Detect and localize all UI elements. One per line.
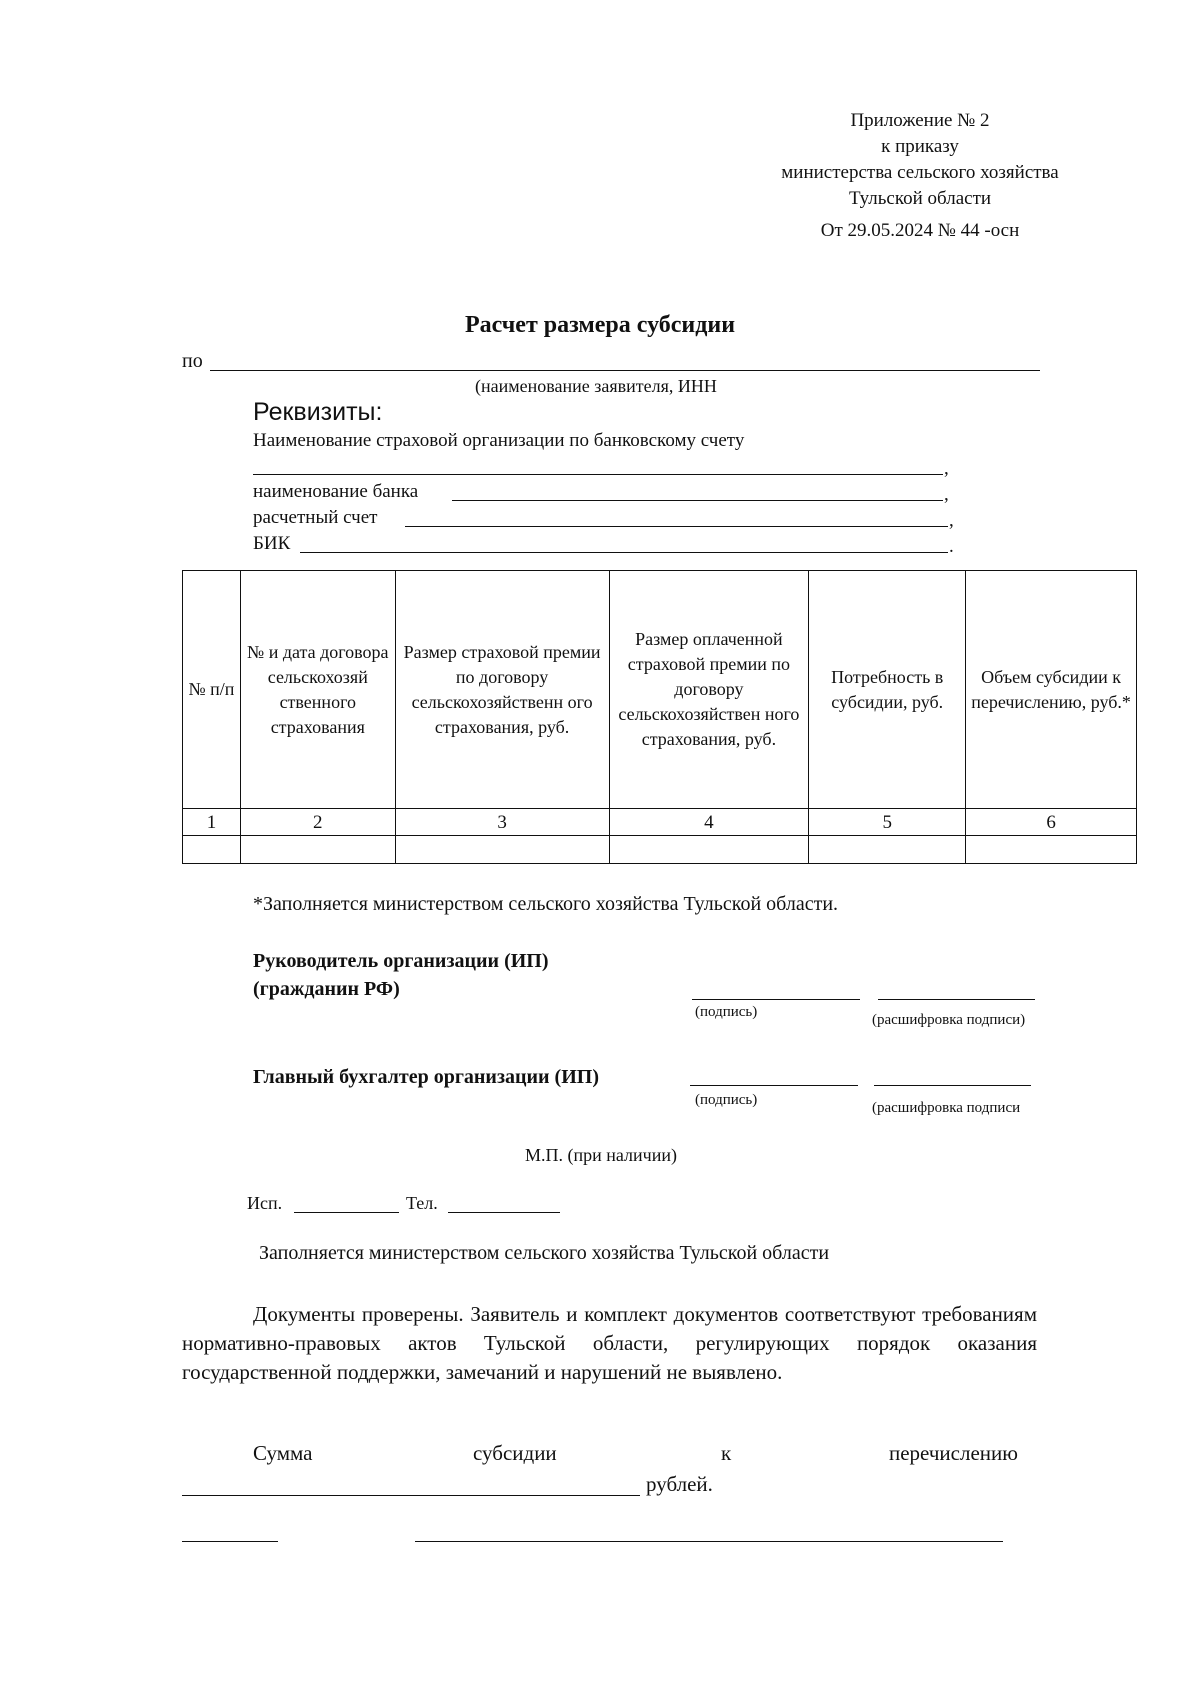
account-comma: ,	[949, 510, 954, 531]
sum-word: к	[721, 1441, 732, 1465]
table-cell[interactable]	[809, 836, 966, 864]
signature-caption: (подпись)	[695, 1004, 758, 1020]
phone-label: Тел.	[406, 1193, 438, 1213]
bank-line[interactable]	[452, 500, 943, 501]
phone-line[interactable]	[448, 1212, 560, 1213]
column-header: Потребность в субсидии, руб.	[809, 571, 966, 809]
accountant-signature-line[interactable]	[690, 1085, 858, 1086]
appendix-label: Приложение № 2	[850, 110, 990, 131]
stamp-label: М.П. (при наличии)	[525, 1145, 677, 1165]
column-number: 2	[240, 809, 395, 836]
decode-caption: (расшифровка подписи	[872, 1100, 1021, 1116]
requisites-heading: Реквизиты:	[253, 398, 383, 426]
applicant-caption: (наименование заявителя, ИНН	[475, 376, 717, 396]
sum-word: Сумма	[253, 1441, 313, 1465]
column-number: 1	[183, 809, 241, 836]
insurer-label: Наименование страховой организации по банковскому счету	[253, 430, 745, 451]
ministry-section-heading: Заполняется министерством сельского хозяйства Тульской области	[259, 1242, 830, 1264]
column-number: 5	[809, 809, 966, 836]
table-cell[interactable]	[966, 836, 1137, 864]
table-header-row	[183, 571, 1137, 809]
head-signatory-sublabel: (гражданин РФ)	[253, 978, 400, 1000]
bik-line[interactable]	[300, 552, 948, 553]
decode-caption: (расшифровка подписи)	[872, 1012, 1026, 1028]
column-header: Объем субсидии к перечислению, руб.*	[966, 571, 1137, 809]
column-header: № и дата договора сельскохозяй ственного страхования	[240, 571, 395, 809]
account-line[interactable]	[405, 526, 948, 527]
column-number: 4	[609, 809, 809, 836]
document-title: Расчет размера субсидии	[464, 312, 736, 338]
sum-word: перечислению	[889, 1441, 1018, 1465]
executor-line[interactable]	[294, 1212, 399, 1213]
bank-comma: ,	[944, 484, 949, 505]
subsidy-calculation-table	[182, 570, 1137, 864]
column-number-row	[183, 809, 1137, 836]
head-signature-line[interactable]	[692, 999, 860, 1000]
insurer-comma: ,	[944, 458, 949, 479]
column-header: Размер оплаченной страховой премии по договору сельскохозяйствен ного страхования, руб.	[609, 571, 809, 809]
footnote: *Заполняется министерством сельского хозяйства Тульской области.	[253, 893, 839, 915]
accountant-label: Главный бухгалтер организации (ИП)	[253, 1066, 599, 1088]
table-cell[interactable]	[395, 836, 609, 864]
bik-label: БИК	[253, 533, 291, 554]
executor-label: Исп.	[247, 1193, 283, 1213]
column-number: 6	[966, 809, 1137, 836]
rubles-label: рублей.	[646, 1472, 713, 1496]
bank-label: наименование банка	[253, 481, 419, 502]
table-cell[interactable]	[183, 836, 241, 864]
bik-dot: .	[949, 536, 954, 557]
region-name: Тульской области	[848, 188, 992, 209]
head-decode-line[interactable]	[878, 999, 1035, 1000]
verification-paragraph: Документы проверены. Заявитель и комплект документов соответствуют требованиям нормативно-правовых актов Тульской области, регулирующих порядок оказания государственной поддержки, замечаний и нарушений не выявлено.	[182, 1302, 1037, 1384]
order-reference: к приказу	[881, 136, 959, 157]
account-label: расчетный счет	[253, 507, 378, 528]
insurer-line[interactable]	[253, 474, 943, 475]
column-header: № п/п	[183, 571, 241, 809]
signature-caption: (подпись)	[695, 1092, 758, 1108]
column-header: Размер страховой премии по договору сельскохозяйственн ого страхования, руб.	[395, 571, 609, 809]
sum-amount-line[interactable]	[182, 1495, 640, 1496]
applicant-name-line[interactable]	[210, 370, 1040, 371]
table-row[interactable]	[183, 836, 1137, 864]
table-cell[interactable]	[240, 836, 395, 864]
column-number: 3	[395, 809, 609, 836]
applicant-prefix: по	[182, 350, 203, 372]
accountant-decode-line[interactable]	[874, 1085, 1031, 1086]
date-line[interactable]	[182, 1541, 278, 1542]
head-signatory-label: Руководитель организации (ИП)	[253, 950, 549, 972]
order-date-number: От 29.05.2024 № 44 -осн	[820, 220, 1020, 241]
sum-word: субсидии	[473, 1441, 557, 1465]
table-cell[interactable]	[609, 836, 809, 864]
ministry-name: министерства сельского хозяйства	[781, 162, 1059, 183]
official-signature-line[interactable]	[415, 1541, 1003, 1542]
